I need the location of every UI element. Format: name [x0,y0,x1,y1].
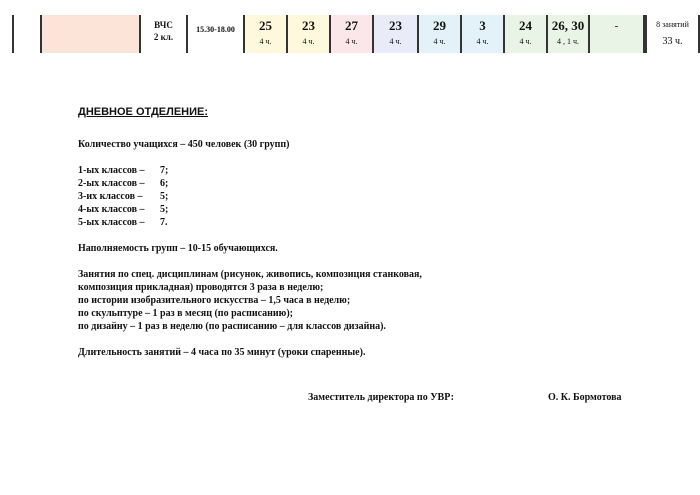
schedule-cell-empty-2 [42,15,141,53]
lessons-line: композиция прикладная) проводятся 3 раза в неделю; [78,282,324,293]
day-number: 29 [433,18,446,33]
day-number: 23 [302,18,315,33]
schedule-day-cell [548,15,590,53]
total-hours: 33 ч. [662,36,683,47]
schedule-day-cell [462,15,505,53]
class-count: 6; [160,178,169,189]
class-label: 2-ых классов – [78,178,145,189]
schedule-day-cell [505,15,548,53]
lesson-duration: Длительность занятий – 4 часа по 35 минут (уроки спаренные). [78,347,366,358]
lessons-line: по истории изобразительного искусства – 1,5 часа в неделю; [78,295,351,306]
schedule-cell-group [141,15,188,53]
day-hours: 4 ч. [389,37,402,46]
lessons-line: по скульптуре – 1 раз в месяц (по расписанию); [78,308,293,319]
day-number: 26, 30 [551,18,585,33]
class-count: 5; [160,191,169,202]
students-count: Количество учащихся – 450 человек (30 групп) [78,139,290,150]
signature-name: О. К. Бормотова [548,392,622,403]
day-number: 3 [479,18,486,33]
schedule-day-cell [288,15,331,53]
class-count: 7; [160,165,169,176]
day-hours: 4 ч. [433,37,446,46]
group-fill: Наполняемость групп – 10-15 обучающихся. [78,243,278,254]
schedule-cell-time [188,15,245,53]
dash-value: - [614,20,619,32]
class-row [78,177,678,190]
class-row [78,190,678,203]
schedule-cell-dash [590,15,645,53]
day-number: 25 [259,18,272,33]
day-number: 27 [345,18,358,33]
total-lessons: 8 занятий [656,20,689,29]
class-count: 7. [160,217,168,228]
schedule-day-cell [245,15,288,53]
schedule-day-cell [374,15,419,53]
day-hours: 4 ч. [259,37,272,46]
schedule-day-cell [419,15,462,53]
class-list [78,164,678,229]
schedule-cell-empty-1 [12,15,42,53]
class-label: 1-ых классов – [78,165,145,176]
class-label: 3-их классов – [78,191,143,202]
class-row [78,164,678,177]
day-hours: 4 ч. [519,37,532,46]
document-body [78,106,678,359]
signature-title: Заместитель директора по УВР: [308,392,455,403]
day-hours: 4 ч. [302,37,315,46]
day-hours: 4 ч. [476,37,489,46]
day-number: 23 [389,18,402,33]
group-name: ВЧС [154,20,173,30]
class-row [78,216,678,229]
class-row [78,203,678,216]
day-hours: 4 , 1 ч. [556,37,580,46]
class-label: 4-ых классов – [78,204,145,215]
day-number: 24 [519,18,532,33]
schedule-cell-total [645,15,700,53]
group-class: 2 кл. [153,32,174,42]
day-hours: 4 ч. [345,37,358,46]
class-count: 5; [160,204,169,215]
lesson-time: 15.30-18.00 [196,25,235,34]
lessons-line: по дизайну – 1 раз в неделю (по расписанию – для классов дизайна). [78,321,386,332]
section-heading: ДНЕВНОЕ ОТДЕЛЕНИЕ: [78,106,209,118]
lessons-line: Занятия по спец. дисциплинам (рисунок, живопись, композиция станковая, [78,269,422,280]
schedule-day-cell [331,15,374,53]
class-label: 5-ых классов – [78,217,145,228]
